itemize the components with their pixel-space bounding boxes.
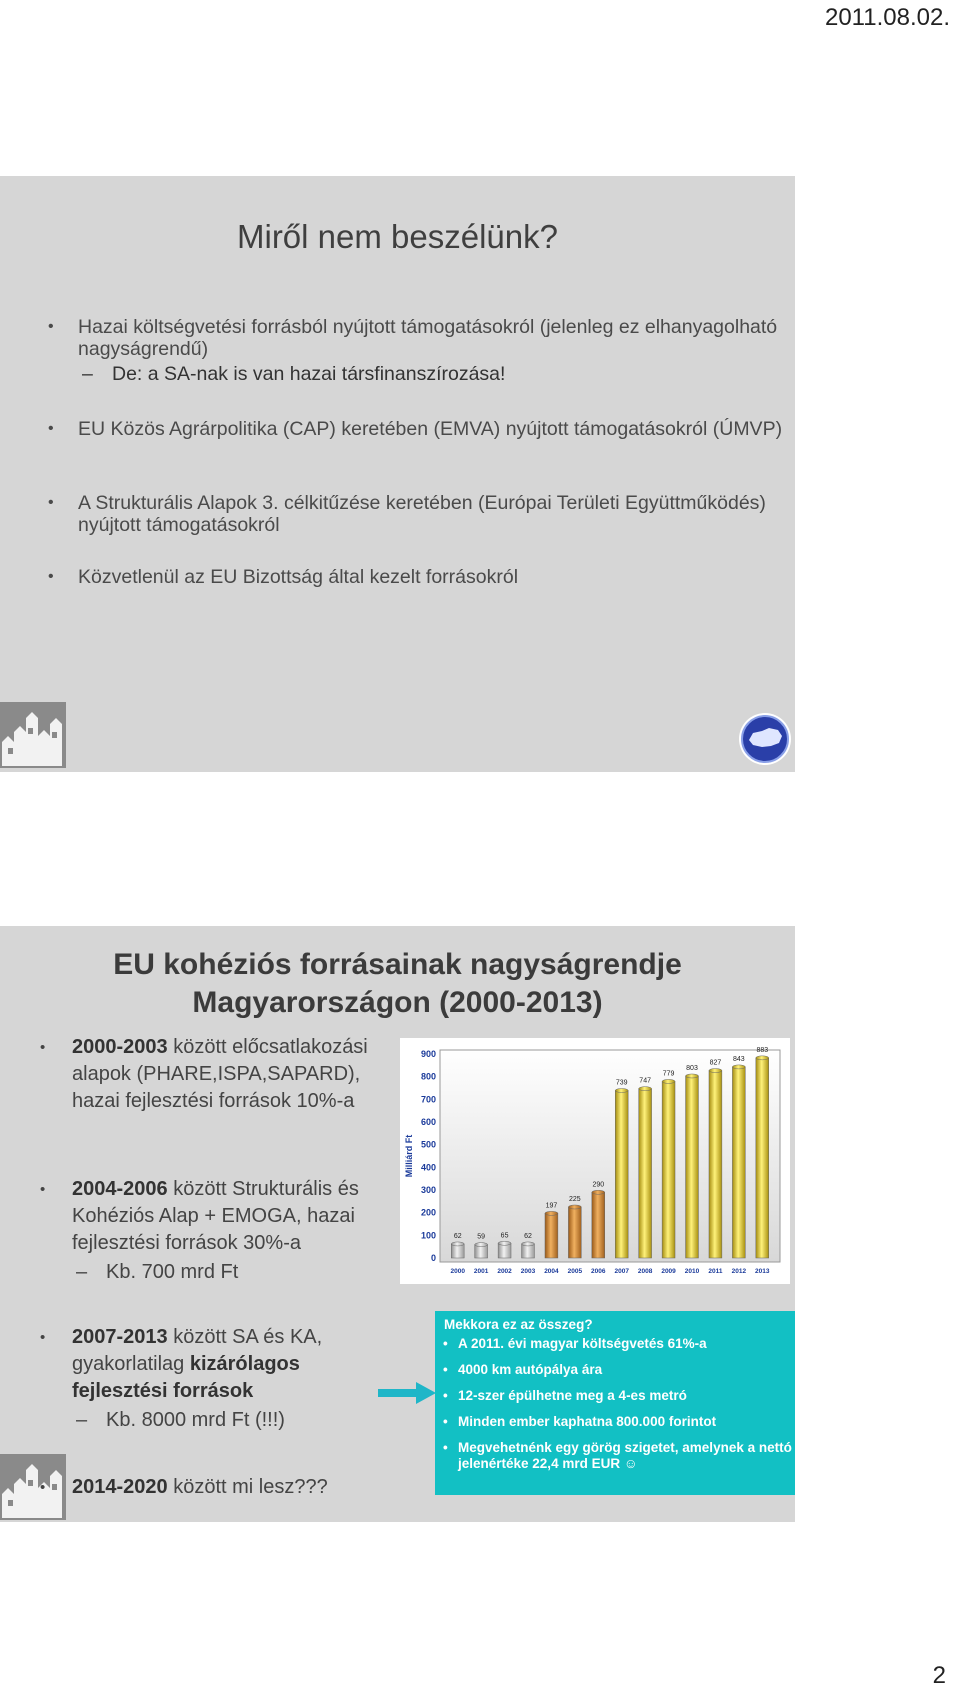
bullet-2014-2020 bbox=[40, 1474, 370, 1501]
city-logo-icon bbox=[0, 702, 66, 768]
x-tick-label: 2000 bbox=[450, 1268, 465, 1275]
bullet-icon: • bbox=[40, 1039, 46, 1056]
list-item bbox=[435, 1440, 795, 1472]
bullet-rest: között Strukturális és Kohéziós Alap + EMOGA, hazai fejlesztési források 30%-a bbox=[72, 1178, 359, 1254]
bar bbox=[732, 1067, 745, 1258]
data-label: 747 bbox=[639, 1077, 651, 1085]
data-label: 843 bbox=[733, 1055, 745, 1063]
slide-1-bullet-list-3 bbox=[48, 492, 795, 536]
x-tick-label: 2001 bbox=[473, 1268, 489, 1275]
bullet-bold: 2014-2020 bbox=[72, 1476, 168, 1498]
title-line-1: EU kohéziós forrásainak nagyságrendje bbox=[113, 948, 682, 981]
plot-area bbox=[440, 1050, 780, 1262]
bar-cap bbox=[686, 1074, 699, 1078]
dash-icon: – bbox=[76, 1261, 88, 1283]
y-tick-label: 800 bbox=[420, 1071, 436, 1082]
x-tick-label: 2011 bbox=[708, 1268, 723, 1275]
bar-cap bbox=[615, 1088, 628, 1092]
bar-cap bbox=[451, 1242, 464, 1246]
data-label: 739 bbox=[615, 1079, 628, 1087]
bar-cap bbox=[639, 1087, 652, 1091]
bullet-bold: 2000-2003 bbox=[72, 1036, 168, 1058]
bullet-rest: között mi lesz??? bbox=[167, 1476, 328, 1498]
slide-1-bullet-list-2 bbox=[48, 418, 782, 440]
slide-2 bbox=[0, 926, 795, 1522]
list-item bbox=[435, 1388, 795, 1404]
data-label: 59 bbox=[477, 1233, 486, 1241]
bar-cap bbox=[475, 1243, 488, 1247]
bar-cap bbox=[756, 1056, 769, 1060]
data-label: 62 bbox=[453, 1232, 462, 1240]
bullet-icon: • bbox=[443, 1414, 448, 1429]
bullet-text bbox=[72, 1034, 385, 1115]
dash-icon: – bbox=[76, 1409, 88, 1431]
bar bbox=[756, 1058, 769, 1258]
list-item bbox=[435, 1336, 795, 1352]
bullet-2004-2006 bbox=[40, 1176, 400, 1286]
list-item bbox=[48, 566, 518, 588]
dash-icon: – bbox=[82, 363, 93, 385]
bullet-bold-2: kizárólagos fejlesztési források bbox=[72, 1353, 300, 1402]
bullet-bold: 2007-2013 bbox=[72, 1326, 168, 1348]
y-tick-label: 0 bbox=[430, 1253, 436, 1263]
list-item bbox=[435, 1362, 795, 1378]
bullet-icon: • bbox=[48, 420, 54, 437]
arrow-right-icon bbox=[378, 1380, 438, 1406]
x-tick-label: 2009 bbox=[661, 1268, 676, 1275]
bar-cap bbox=[545, 1211, 558, 1215]
callout-item: 12-szer épülhetne meg a 4-es metró bbox=[458, 1388, 687, 1403]
bullet-text: A Strukturális Alapok 3. célkitűzése keretében (Európai Területi Együttműködés) nyújtott támogatásokról bbox=[78, 492, 766, 536]
callout-heading: Mekkora ez az összeg? bbox=[444, 1317, 593, 1332]
bar bbox=[592, 1192, 605, 1258]
list-item bbox=[48, 492, 795, 536]
sub-bullet bbox=[76, 1407, 340, 1434]
x-tick-label: 2012 bbox=[731, 1268, 747, 1275]
y-tick-label: 200 bbox=[420, 1207, 436, 1218]
x-tick-label: 2005 bbox=[567, 1268, 583, 1275]
data-label: 803 bbox=[686, 1064, 698, 1072]
bar-cap bbox=[732, 1065, 745, 1069]
sub-bullet-text: De: a SA-nak is van hazai társfinanszírozása! bbox=[112, 363, 506, 385]
y-tick-label: 100 bbox=[420, 1230, 436, 1241]
bullet-rest: között SA és KA, gyakorlatilag bbox=[72, 1326, 323, 1375]
bar-cap bbox=[592, 1190, 605, 1194]
x-tick-label: 2003 bbox=[520, 1268, 536, 1275]
bullet-icon: • bbox=[443, 1336, 448, 1351]
bar bbox=[545, 1213, 558, 1258]
bullet-rest: között előcsatlakozási alapok (PHARE,ISPA,SAPARD), hazai fejlesztési források 10%-a bbox=[72, 1036, 368, 1112]
data-label: 225 bbox=[569, 1196, 581, 1203]
bar bbox=[662, 1081, 675, 1258]
bullet-text bbox=[72, 1324, 340, 1405]
slide-1-bullet-list-4 bbox=[48, 566, 518, 588]
bar-cap bbox=[662, 1079, 675, 1083]
bullet-text bbox=[72, 1474, 370, 1501]
callout-item: Megvehetnénk egy görög szigetet, amelynek a nettó jelenértéke 22,4 mrd EUR ☺ bbox=[458, 1440, 792, 1471]
page-number: 2 bbox=[932, 1662, 946, 1689]
list-item bbox=[48, 418, 782, 440]
data-label: 827 bbox=[709, 1059, 722, 1067]
bullet-text: EU Közös Agrárpolitika (CAP) keretében (EMVA) nyújtott támogatásokról (ÚMVP) bbox=[78, 418, 783, 440]
data-label: 883 bbox=[756, 1046, 769, 1054]
bullet-icon: • bbox=[48, 318, 54, 335]
y-tick-label: 300 bbox=[420, 1185, 436, 1195]
y-tick-label: 400 bbox=[420, 1162, 436, 1173]
sub-bullet bbox=[76, 1259, 400, 1286]
data-label: 65 bbox=[500, 1232, 509, 1240]
x-tick-label: 2004 bbox=[544, 1268, 559, 1275]
bullet-text: Hazai költségvetési forrásból nyújtott támogatásokról (jelenleg ez elhanyagolható nagyságrendű) bbox=[78, 316, 778, 360]
slide-2-title bbox=[0, 946, 795, 1022]
sub-bullet-text: Kb. 700 mrd Ft bbox=[106, 1261, 239, 1283]
list-item bbox=[48, 316, 795, 360]
bullet-bold: 2004-2006 bbox=[72, 1178, 168, 1200]
sub-bullet-text: Kb. 8000 mrd Ft (!!!) bbox=[106, 1409, 285, 1431]
hungary-globe-icon bbox=[738, 712, 792, 766]
data-label: 62 bbox=[524, 1232, 532, 1240]
bullet-text: Közvetlenül az EU Bizottság által kezelt forrásokról bbox=[78, 566, 519, 588]
bullet-2000-2003 bbox=[40, 1034, 385, 1115]
bar-cap bbox=[498, 1241, 511, 1245]
x-tick-label: 2008 bbox=[637, 1268, 653, 1275]
bullet-icon: • bbox=[48, 568, 54, 585]
bullet-icon: • bbox=[40, 1181, 46, 1198]
bar bbox=[709, 1071, 722, 1258]
bar-chart bbox=[400, 1038, 790, 1284]
x-tick-label: 2006 bbox=[591, 1268, 606, 1275]
bullet-icon: • bbox=[443, 1388, 448, 1403]
bar bbox=[639, 1089, 652, 1258]
slide-1 bbox=[0, 176, 795, 772]
callout-item: Minden ember kaphatna 800.000 forintot bbox=[458, 1414, 717, 1429]
bar-cap bbox=[522, 1242, 535, 1246]
y-tick-label: 900 bbox=[420, 1049, 436, 1059]
bar bbox=[615, 1090, 628, 1258]
bar bbox=[686, 1076, 699, 1258]
callout-item: 4000 km autópálya ára bbox=[458, 1362, 603, 1377]
title-line-2: Magyarországon (2000-2013) bbox=[192, 986, 603, 1019]
y-tick-label: 700 bbox=[420, 1094, 436, 1105]
bullet-icon: • bbox=[443, 1440, 448, 1455]
data-label: 779 bbox=[662, 1070, 675, 1078]
y-axis-label: Milliárd Ft bbox=[404, 1134, 414, 1178]
bullet-icon: • bbox=[40, 1479, 46, 1496]
bar-cap bbox=[709, 1069, 722, 1073]
callout-item: A 2011. évi magyar költségvetés 61%-a bbox=[458, 1336, 707, 1351]
callout-list bbox=[435, 1336, 795, 1472]
list-item bbox=[435, 1414, 795, 1430]
x-tick-label: 2002 bbox=[497, 1268, 512, 1275]
bullet-text bbox=[72, 1176, 400, 1257]
bullet-icon: • bbox=[443, 1362, 448, 1377]
x-tick-label: 2013 bbox=[755, 1268, 770, 1275]
bullet-icon: • bbox=[48, 494, 54, 511]
chart-svg bbox=[400, 1038, 790, 1284]
bullet-icon: • bbox=[40, 1329, 46, 1346]
callout-box bbox=[435, 1311, 795, 1495]
bar-cap bbox=[568, 1205, 581, 1209]
x-tick-label: 2007 bbox=[614, 1268, 629, 1275]
x-tick-label: 2010 bbox=[684, 1268, 700, 1275]
bar bbox=[568, 1207, 581, 1258]
data-label: 290 bbox=[592, 1181, 605, 1189]
y-tick-label: 500 bbox=[420, 1139, 436, 1150]
data-label: 197 bbox=[545, 1202, 558, 1210]
sub-bullet bbox=[82, 363, 506, 385]
y-tick-label: 600 bbox=[420, 1117, 436, 1127]
bullet-2007-2013 bbox=[40, 1324, 340, 1434]
slide-1-title: Miről nem beszélünk? bbox=[237, 218, 558, 255]
slide-1-bullet-list bbox=[48, 316, 795, 360]
header-date: 2011.08.02. bbox=[824, 4, 950, 31]
